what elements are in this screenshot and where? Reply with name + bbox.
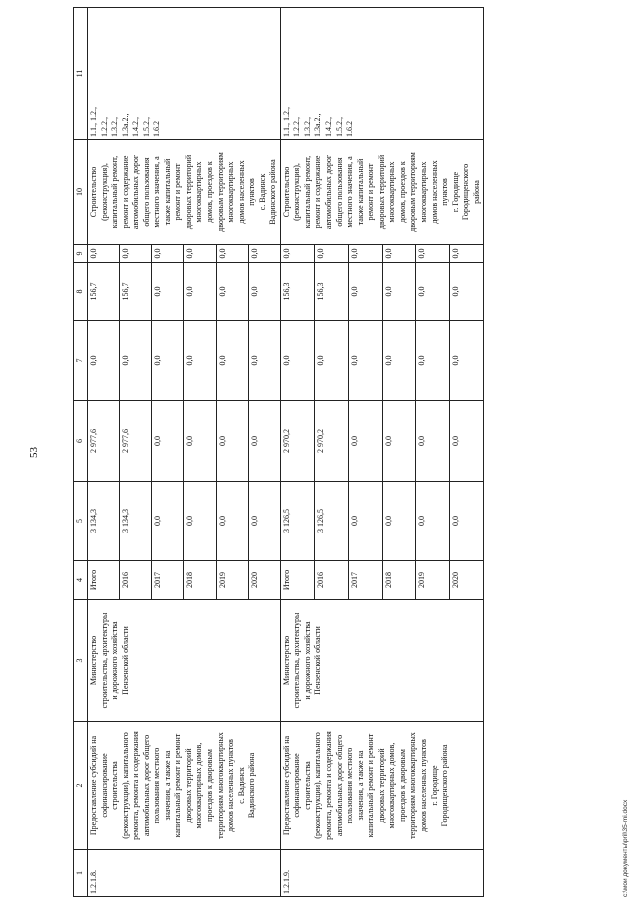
funding-value-cell: 3 126,5 [280,482,314,561]
funding-value-cell: 0,0 [280,245,314,263]
period-cell: 2020 [450,561,484,600]
funding-value-cell: 0,0 [248,401,280,482]
funding-value-cell: 156,3 [314,263,348,321]
funding-value-cell: 0,0 [216,321,248,401]
funding-value-cell: 0,0 [216,401,248,482]
column-number: 9 [74,245,88,263]
measure-name-cell: Предоставление субсидий на софинансирование строительства (реконструкции), капитального ремонта, ремонта и содержания автомобильных дорог общего пользования местного значения, а также на капитальный ремонт и ремонт дворовых территорий многоквартирных домов, проездов к дворовым территориям многоквартирных домов населенных пунктов г. Городище Городищенского района [280,722,483,850]
funding-value-cell: 0,0 [88,245,120,263]
funding-value-cell: 156,7 [88,263,120,321]
period-cell: 2018 [382,561,416,600]
column-number: 10 [74,140,88,245]
funding-value-cell: 0,0 [416,263,450,321]
funding-value-cell: 0,0 [248,245,280,263]
funding-value-cell: 0,0 [248,263,280,321]
funding-value-cell: 0,0 [120,245,152,263]
funding-value-cell: 0,0 [348,321,382,401]
indicator-codes-cell: 1.1., 1.2., 1.2.2., 1.3.2., 1.3а.2., 1.4.2., 1.5.2., 1.6.2 [280,8,483,140]
funding-value-cell: 0,0 [152,482,184,561]
period-cell: 2019 [416,561,450,600]
funding-value-cell: 0,0 [450,482,484,561]
funding-value-cell: 0,0 [280,321,314,401]
column-number: 3 [74,600,88,722]
table-body [74,8,484,897]
funding-value-cell: 0,0 [248,482,280,561]
funding-value-cell: 0,0 [348,263,382,321]
funding-value-cell: 0,0 [382,263,416,321]
measure-number-cell: 1.2.1.9. [280,850,483,897]
column-number: 4 [74,561,88,600]
funding-value-cell: 0,0 [382,482,416,561]
funding-value-cell: 0,0 [152,321,184,401]
funding-value-cell: 0,0 [184,263,216,321]
funding-value-cell: 0,0 [184,401,216,482]
funding-value-cell: 0,0 [348,401,382,482]
funding-value-cell: 0,0 [248,321,280,401]
measure-number-cell: 1.2.1.8. [88,850,281,897]
funding-value-cell: 2 977,6 [88,401,120,482]
period-cell: 2019 [216,561,248,600]
funding-value-cell: 3 134,3 [120,482,152,561]
funding-value-cell: 0,0 [216,245,248,263]
funding-value-cell: 2 970,2 [314,401,348,482]
footer-file-path: c:\мои документы\pril\35-mi.docx [622,799,629,897]
funding-value-cell: 0,0 [88,321,120,401]
funding-value-cell: 0,0 [152,263,184,321]
column-number: 5 [74,482,88,561]
column-number: 8 [74,263,88,321]
funding-value-cell: 0,0 [152,245,184,263]
funding-value-cell: 0,0 [120,321,152,401]
indicator-codes-cell: 1.1., 1.2., 1.2.2., 1.3.2., 1.3а.2., 1.4.2., 1.5.2., 1.6.2 [88,8,281,140]
funding-value-cell: 0,0 [382,245,416,263]
column-number: 6 [74,401,88,482]
funding-value-cell: 0,0 [416,245,450,263]
period-cell: 2017 [152,561,184,600]
period-cell: 2017 [348,561,382,600]
funding-value-cell: 0,0 [184,321,216,401]
period-cell: 2018 [184,561,216,600]
period-cell: Итого [88,561,120,600]
funding-value-cell: 0,0 [216,482,248,561]
expected-result-cell: Строительство (реконструкция), капитальный ремонт, ремонт и содержание автомобильных дорог общего пользования местного значения, а также капитальный ремонт и ремонт дворовых территорий многоквартирных домов, проездов к дворовым территориям многоквартирных домов населенных пунктов с. Вадинск Вадинского района [88,140,281,245]
funding-value-cell: 0,0 [416,401,450,482]
funding-value-cell: 2 977,6 [120,401,152,482]
funding-value-cell: 0,0 [348,245,382,263]
funding-value-cell: 0,0 [184,245,216,263]
column-number: 11 [74,8,88,140]
column-number-row [74,8,88,897]
funding-value-cell: 0,0 [416,321,450,401]
measure-name-cell: Предоставление субсидий на софинансирование строительства (реконструкции), капитального ремонта, ремонта и содержания автомобильных дорог общего пользования местного значения, а также на капитальный ремонт и ремонт дворовых территорий многоквартирных домов, проездов к дворовым территориям многоквартирных домов населенных пунктов с. Вадинск Вадинского района [88,722,281,850]
funding-value-cell: 0,0 [450,321,484,401]
column-number: 2 [74,722,88,850]
column-number: 1 [74,850,88,897]
page-number: 53 [28,447,40,458]
program-measures-table [73,7,484,897]
funding-value-cell: 0,0 [152,401,184,482]
funding-value-cell: 0,0 [314,321,348,401]
table-row [88,8,120,897]
funding-value-cell: 0,0 [314,245,348,263]
executor-cell: Министерство строительства, архитектуры и дорожного хозяйства Пензенской области [280,600,483,722]
table-row [280,8,314,897]
funding-value-cell: 3 134,3 [88,482,120,561]
funding-value-cell: 0,0 [184,482,216,561]
expected-result-cell: Строительство (реконструкция), капитальный ремонт, ремонт и содержание автомобильных дорог общего пользования местного значения, а также капитальный ремонт и ремонт дворовых территорий многоквартирных домов, проездов к дворовым территориям многоквартирных домов населенных пунктов г. Городище Городищенского района [280,140,483,245]
column-number: 7 [74,321,88,401]
funding-value-cell: 156,7 [120,263,152,321]
funding-value-cell: 2 970,2 [280,401,314,482]
period-cell: 2016 [314,561,348,600]
period-cell: 2016 [120,561,152,600]
period-cell: 2020 [248,561,280,600]
funding-value-cell: 3 126,5 [314,482,348,561]
funding-value-cell: 156,3 [280,263,314,321]
period-cell: Итого [280,561,314,600]
funding-value-cell: 0,0 [450,245,484,263]
funding-value-cell: 0,0 [382,401,416,482]
executor-cell: Министерство строительства, архитектуры и дорожного хозяйства Пензенской области [88,600,281,722]
funding-value-cell: 0,0 [450,401,484,482]
funding-value-cell: 0,0 [216,263,248,321]
funding-value-cell: 0,0 [416,482,450,561]
funding-value-cell: 0,0 [382,321,416,401]
funding-value-cell: 0,0 [450,263,484,321]
funding-value-cell: 0,0 [348,482,382,561]
